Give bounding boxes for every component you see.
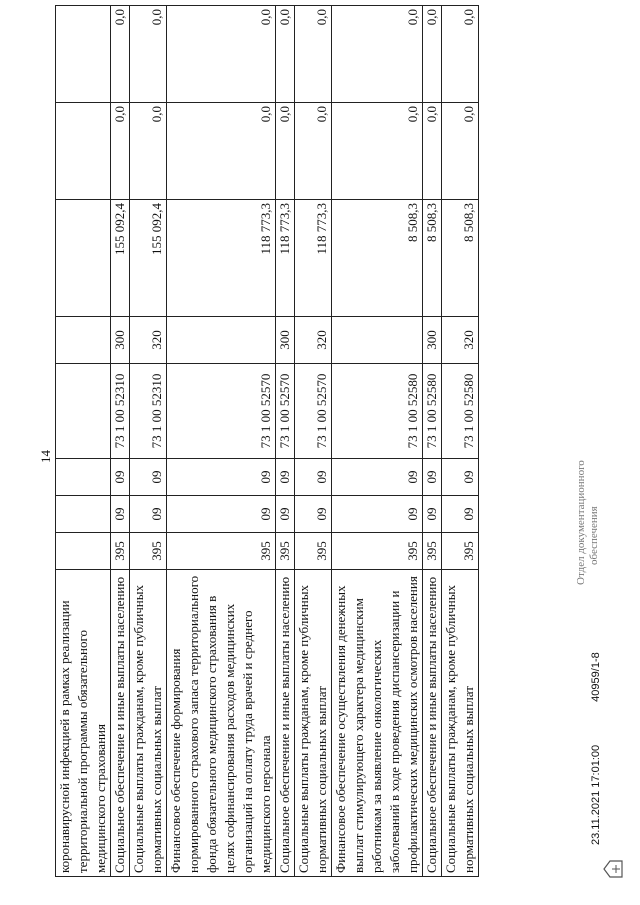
cell-name: коронавирусной инфекцией в рамках реализации территориальной программы обязательного медицинского страхования — [56, 570, 111, 877]
cell-amount1: 118 773,3 — [276, 200, 295, 317]
cell-rz: 09 — [276, 496, 295, 533]
cell-pr: 09 — [130, 459, 167, 496]
cell-amount3: 0,0 — [295, 6, 332, 103]
cell-rz: 09 — [295, 496, 332, 533]
cell-rz: 09 — [442, 496, 479, 533]
table-row — [111, 6, 130, 877]
table-row — [56, 6, 111, 877]
department-stamp — [575, 460, 601, 585]
cell-name: Социальное обеспечение и иные выплаты населению — [276, 570, 295, 877]
cell-ved: 395 — [295, 533, 332, 570]
cell-amount2: 0,0 — [295, 103, 332, 200]
cell-csr: 73 1 00 52570 — [167, 364, 276, 459]
cell-ved: 395 — [111, 533, 130, 570]
cell-amount2: 0,0 — [423, 103, 442, 200]
cell-pr: 09 — [295, 459, 332, 496]
emblem-icon — [602, 857, 626, 881]
cell-amount1 — [56, 200, 111, 317]
cell-amount1: 118 773,3 — [295, 200, 332, 317]
cell-amount3: 0,0 — [111, 6, 130, 103]
cell-name: Социальные выплаты гражданам, кроме публичных нормативных социальных выплат — [442, 570, 479, 877]
cell-rz: 09 — [423, 496, 442, 533]
cell-amount3: 0,0 — [167, 6, 276, 103]
table-row — [332, 6, 423, 877]
cell-rz: 09 — [167, 496, 276, 533]
cell-amount2: 0,0 — [276, 103, 295, 200]
budget-table — [55, 5, 479, 877]
cell-csr: 73 1 00 52570 — [276, 364, 295, 459]
cell-amount2: 0,0 — [442, 103, 479, 200]
cell-pr: 09 — [332, 459, 423, 496]
cell-vr — [167, 317, 276, 364]
cell-rz — [56, 496, 111, 533]
cell-csr: 73 1 00 52580 — [442, 364, 479, 459]
cell-amount2: 0,0 — [332, 103, 423, 200]
cell-pr: 09 — [442, 459, 479, 496]
cell-amount1: 8 508,3 — [423, 200, 442, 317]
cell-amount1: 118 773,3 — [167, 200, 276, 317]
cell-csr — [56, 364, 111, 459]
cell-ved — [56, 533, 111, 570]
stamp-line-1: Отдел документационного — [575, 460, 587, 585]
table-row — [167, 6, 276, 877]
footer-datetime: 23.11.2021 17:01:00 — [590, 744, 602, 845]
cell-vr: 320 — [130, 317, 167, 364]
cell-rz: 09 — [111, 496, 130, 533]
table-row — [276, 6, 295, 877]
cell-vr — [332, 317, 423, 364]
cell-amount3: 0,0 — [130, 6, 167, 103]
cell-ved: 395 — [332, 533, 423, 570]
cell-vr: 300 — [423, 317, 442, 364]
cell-vr: 300 — [111, 317, 130, 364]
cell-name: Финансовое обеспечение формирования нормированного страхового запаса территориального фонда обязательного медицинского страхования в целях софинансирования расходов медицинских организаций на оплату труда врачей и среднего медицинского персонала — [167, 570, 276, 877]
footer-doc-id: 40959/1-8 — [590, 652, 602, 702]
document-footer — [590, 612, 602, 845]
cell-amount2: 0,0 — [111, 103, 130, 200]
cell-amount3: 0,0 — [423, 6, 442, 103]
table-row — [295, 6, 332, 877]
cell-ved: 395 — [130, 533, 167, 570]
cell-ved: 395 — [423, 533, 442, 570]
cell-ved: 395 — [442, 533, 479, 570]
cell-amount2: 0,0 — [130, 103, 167, 200]
cell-amount1: 8 508,3 — [332, 200, 423, 317]
cell-vr: 320 — [295, 317, 332, 364]
cell-rz: 09 — [130, 496, 167, 533]
cell-ved: 395 — [276, 533, 295, 570]
cell-pr: 09 — [423, 459, 442, 496]
cell-amount3: 0,0 — [276, 6, 295, 103]
cell-amount1: 155 092,4 — [111, 200, 130, 317]
cell-rz: 09 — [332, 496, 423, 533]
cell-name: Финансовое обеспечение осуществления денежных выплат стимулирующего характера медицинским работникам за выявление онкологических заболеваний в ходе проведения диспансеризации и профилактических медицинских осмотров населения — [332, 570, 423, 877]
cell-vr: 300 — [276, 317, 295, 364]
cell-amount3: 0,0 — [332, 6, 423, 103]
table-row — [130, 6, 167, 877]
page-number: 14 — [38, 450, 53, 463]
cell-pr — [56, 459, 111, 496]
cell-amount1: 155 092,4 — [130, 200, 167, 317]
cell-csr: 73 1 00 52310 — [130, 364, 167, 459]
cell-ved: 395 — [167, 533, 276, 570]
cell-name: Социальные выплаты гражданам, кроме публичных нормативных социальных выплат — [130, 570, 167, 877]
cell-name: Социальное обеспечение и иные выплаты населению — [423, 570, 442, 877]
cell-amount2: 0,0 — [167, 103, 276, 200]
table-row — [423, 6, 442, 877]
cell-pr: 09 — [111, 459, 130, 496]
cell-name: Социальное обеспечение и иные выплаты населению — [111, 570, 130, 877]
cell-name: Социальные выплаты гражданам, кроме публичных нормативных социальных выплат — [295, 570, 332, 877]
cell-pr: 09 — [167, 459, 276, 496]
stamp-line-2: обеспечения — [588, 506, 600, 565]
cell-csr: 73 1 00 52570 — [295, 364, 332, 459]
table-row — [442, 6, 479, 877]
cell-amount3: 0,0 — [442, 6, 479, 103]
cell-amount1: 8 508,3 — [442, 200, 479, 317]
cell-amount3 — [56, 6, 111, 103]
cell-amount2 — [56, 103, 111, 200]
cell-vr: 320 — [442, 317, 479, 364]
cell-csr: 73 1 00 52580 — [423, 364, 442, 459]
cell-vr — [56, 317, 111, 364]
cell-csr: 73 1 00 52580 — [332, 364, 423, 459]
cell-pr: 09 — [276, 459, 295, 496]
cell-csr: 73 1 00 52310 — [111, 364, 130, 459]
